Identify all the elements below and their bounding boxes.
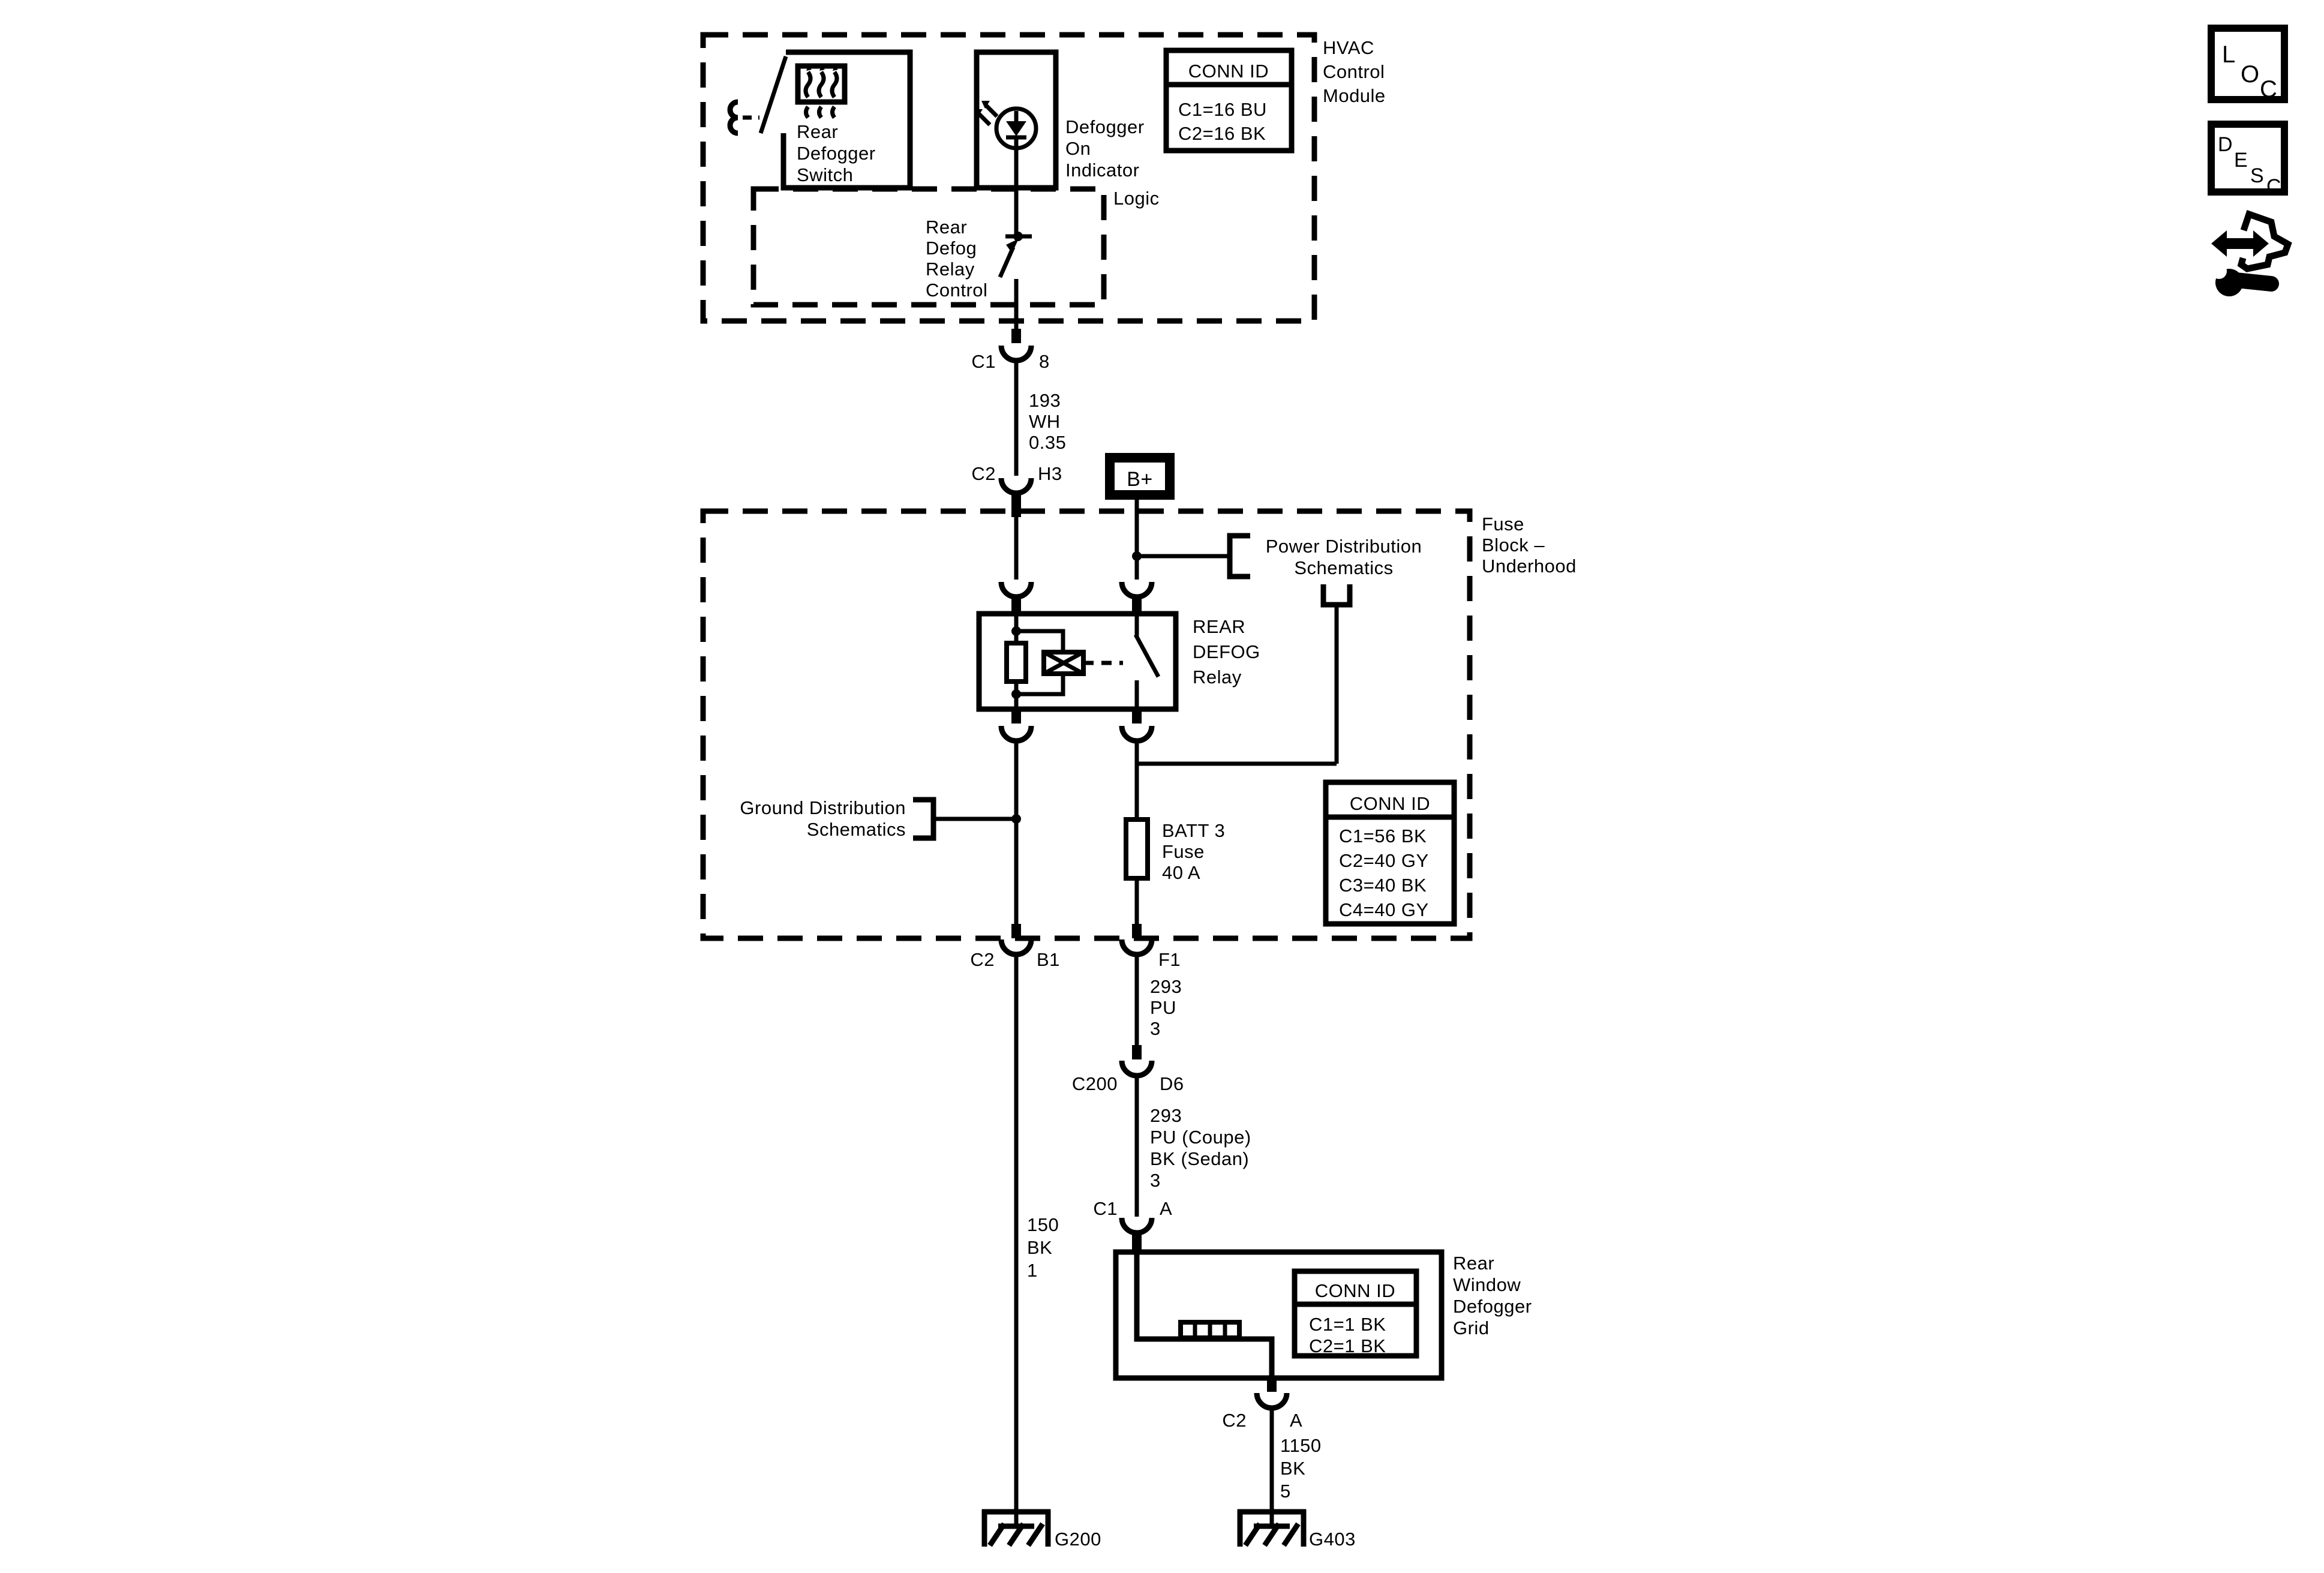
wire-label-line: 5 bbox=[1280, 1481, 1291, 1502]
grid-internal-wire bbox=[1137, 1252, 1272, 1378]
conn-id-header: CONN ID bbox=[1188, 61, 1269, 82]
connector-label: C1 bbox=[1093, 1198, 1118, 1219]
connector-label: C1 bbox=[971, 351, 996, 372]
fuse-block-bottom-connectors bbox=[970, 924, 1181, 970]
conn-id-row: C3=40 BK bbox=[1339, 875, 1427, 896]
fuse-icon bbox=[1126, 819, 1148, 878]
connector-c2-a bbox=[1257, 1393, 1287, 1408]
hvac-title-line: HVAC bbox=[1323, 37, 1374, 58]
conn-id-row: C1=16 BU bbox=[1178, 99, 1267, 120]
desc-letter: E bbox=[2234, 149, 2248, 172]
wire-label-line: 293 bbox=[1150, 1105, 1182, 1126]
indicator-label-line: Defogger bbox=[1065, 116, 1145, 137]
conn-id-header: CONN ID bbox=[1349, 793, 1431, 814]
shortcut-tools-icon[interactable] bbox=[2211, 214, 2288, 296]
reference-bracket bbox=[913, 800, 933, 838]
power-dist-line: Schematics bbox=[1294, 557, 1394, 578]
reference-bracket bbox=[1230, 536, 1250, 577]
conn-id-table-hvac bbox=[1166, 50, 1292, 151]
wire-label-line: PU (Coupe) bbox=[1150, 1127, 1251, 1148]
connector-label: H3 bbox=[1038, 463, 1062, 484]
wire-label-line: BK bbox=[1027, 1237, 1053, 1258]
loc-letter: C bbox=[2260, 76, 2278, 103]
relay-control-line: Defog bbox=[926, 238, 977, 259]
ground-dist-line: Ground Distribution bbox=[740, 797, 906, 818]
hvac-title-line: Control bbox=[1323, 61, 1385, 82]
relay-label-line: Relay bbox=[1193, 667, 1242, 688]
relay-resistor-icon bbox=[1007, 643, 1026, 682]
switch-label-line: Rear bbox=[797, 121, 839, 142]
relay-control-line: Rear bbox=[926, 217, 968, 238]
relay-coil-icon bbox=[1044, 652, 1083, 674]
wire-label-line: 1 bbox=[1027, 1260, 1038, 1281]
fuse-label-line: Fuse bbox=[1162, 841, 1205, 862]
loc-letter: L bbox=[2222, 41, 2236, 68]
wire-label-line: WH bbox=[1029, 411, 1061, 432]
grid-element-icon bbox=[1181, 1322, 1239, 1338]
fuse-block-title-line: Underhood bbox=[1482, 556, 1577, 577]
power-dist-line: Power Distribution bbox=[1265, 536, 1422, 557]
fuse-label-line: 40 A bbox=[1162, 862, 1201, 883]
connector-label: C2 bbox=[971, 463, 996, 484]
relay-label-line: DEFOG bbox=[1193, 641, 1260, 662]
fuse-block-title-line: Block – bbox=[1482, 535, 1545, 556]
relay-control-line: Control bbox=[926, 280, 988, 301]
wire-label-line: 0.35 bbox=[1029, 432, 1067, 453]
logic-label: Logic bbox=[1113, 188, 1160, 209]
connector-label: C200 bbox=[1071, 1073, 1118, 1094]
conn-id-row: C2=40 GY bbox=[1339, 850, 1429, 871]
desc-button[interactable] bbox=[2211, 124, 2284, 198]
connector-label: B1 bbox=[1037, 949, 1060, 970]
grid-title-line: Grid bbox=[1453, 1317, 1490, 1338]
desc-letter: S bbox=[2250, 164, 2265, 187]
rear-defog-relay bbox=[979, 614, 1260, 709]
double-arrow-icon bbox=[2211, 230, 2269, 257]
indicator-label-line: Indicator bbox=[1065, 160, 1140, 181]
fuse-block-title-line: Fuse bbox=[1482, 514, 1524, 535]
grid-title-line: Rear bbox=[1453, 1253, 1495, 1274]
desc-letter: D bbox=[2218, 133, 2233, 156]
conn-id-row: C1=56 BK bbox=[1339, 825, 1427, 846]
conn-id-row: C2=16 BK bbox=[1178, 123, 1266, 144]
wire-label-line: 3 bbox=[1150, 1170, 1161, 1191]
wire-1150-bk bbox=[1222, 1379, 1321, 1526]
desc-letter: C bbox=[2266, 175, 2282, 198]
bplus-label: B+ bbox=[1127, 468, 1153, 491]
switch-label-line: Switch bbox=[797, 164, 854, 185]
grid-title-line: Window bbox=[1453, 1274, 1521, 1295]
connector-c200 bbox=[1122, 1061, 1152, 1076]
fuse-label-line: BATT 3 bbox=[1162, 820, 1226, 841]
wire-label-line: PU bbox=[1150, 997, 1177, 1018]
ground-distribution-reference bbox=[740, 742, 1021, 924]
connector-label: A bbox=[1160, 1198, 1173, 1219]
indicator-label-line: On bbox=[1065, 138, 1091, 159]
wire-193-wh bbox=[971, 329, 1066, 580]
heater-grid-icon bbox=[798, 66, 845, 118]
wire-293-pu bbox=[1072, 955, 1184, 1094]
switch-label-line: Defogger bbox=[797, 143, 876, 164]
ground-g403 bbox=[1238, 1509, 1356, 1550]
ground-label: G200 bbox=[1055, 1529, 1101, 1550]
connector-label: C2 bbox=[1222, 1410, 1247, 1431]
connector-label: A bbox=[1290, 1410, 1303, 1431]
batt3-fuse bbox=[1126, 742, 1225, 924]
relay-bottom-connectors bbox=[1001, 709, 1152, 741]
switch-contact-icon bbox=[730, 56, 786, 133]
wire-150-bk bbox=[1016, 955, 1059, 1526]
ground-g200 bbox=[982, 1509, 1101, 1550]
wire-label-line: 193 bbox=[1029, 390, 1061, 411]
relay-label-line: REAR bbox=[1193, 616, 1246, 637]
wire-label-line: BK (Sedan) bbox=[1150, 1148, 1250, 1169]
ground-dist-line: Schematics bbox=[806, 819, 906, 840]
connector-c1-a bbox=[1122, 1218, 1152, 1233]
hvac-title-line: Module bbox=[1323, 85, 1386, 106]
connector-label: 8 bbox=[1039, 351, 1050, 372]
conn-id-table-fuse-block bbox=[1326, 782, 1454, 924]
connector-label: C2 bbox=[970, 949, 995, 970]
ground-label: G403 bbox=[1309, 1529, 1356, 1550]
page-reference-symbol bbox=[1323, 584, 1350, 605]
wire-label-line: 150 bbox=[1027, 1214, 1059, 1235]
connector-label: F1 bbox=[1158, 949, 1181, 970]
loc-letter: O bbox=[2241, 61, 2260, 88]
grid-title-line: Defogger bbox=[1453, 1296, 1532, 1317]
wire-label-line: 3 bbox=[1150, 1018, 1161, 1039]
relay-top-connectors bbox=[1001, 582, 1152, 614]
connector-c1-top bbox=[1001, 346, 1031, 361]
rear-defogger-switch bbox=[730, 52, 910, 188]
conn-id-table-grid bbox=[1295, 1271, 1416, 1356]
conn-id-row: C1=1 BK bbox=[1309, 1314, 1386, 1335]
defogger-on-indicator bbox=[974, 52, 1145, 188]
loc-button[interactable] bbox=[2211, 28, 2284, 103]
wire-label-line: 1150 bbox=[1280, 1435, 1322, 1456]
conn-id-row: C4=40 GY bbox=[1339, 899, 1429, 920]
wire-293-coupe-sedan bbox=[1093, 1076, 1251, 1252]
relay-control-line: Relay bbox=[926, 259, 975, 280]
wire-label-line: 293 bbox=[1150, 976, 1182, 997]
connector-c2-h3 bbox=[1001, 478, 1031, 493]
conn-id-header: CONN ID bbox=[1314, 1280, 1396, 1301]
connector-label: D6 bbox=[1160, 1073, 1184, 1094]
bplus-terminal bbox=[1110, 458, 1170, 580]
led-icon bbox=[974, 101, 1036, 148]
wire-label-line: BK bbox=[1280, 1458, 1306, 1479]
conn-id-row: C2=1 BK bbox=[1309, 1335, 1386, 1356]
relay-switch-icon bbox=[1136, 614, 1158, 709]
